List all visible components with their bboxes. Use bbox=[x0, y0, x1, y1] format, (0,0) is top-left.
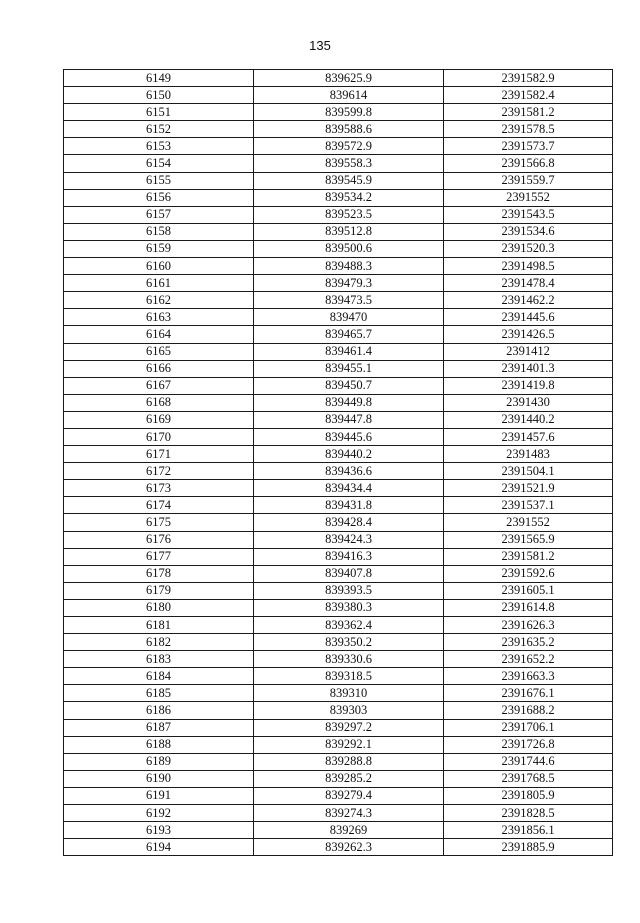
table-row bbox=[64, 839, 613, 856]
x-coordinate-cell: 839416.3 bbox=[254, 548, 444, 565]
table-row bbox=[64, 634, 613, 651]
table-row bbox=[64, 548, 613, 565]
x-coordinate-cell: 839262.3 bbox=[254, 839, 444, 856]
point-number-cell: 6183 bbox=[64, 651, 254, 668]
table-row bbox=[64, 822, 613, 839]
table-row bbox=[64, 87, 613, 104]
point-number-cell: 6191 bbox=[64, 787, 254, 804]
x-coordinate-cell: 839599.8 bbox=[254, 104, 444, 121]
table-row bbox=[64, 428, 613, 445]
table-row bbox=[64, 326, 613, 343]
table-row bbox=[64, 343, 613, 360]
point-number-cell: 6158 bbox=[64, 223, 254, 240]
x-coordinate-cell: 839455.1 bbox=[254, 360, 444, 377]
point-number-cell: 6189 bbox=[64, 753, 254, 770]
point-number-cell: 6179 bbox=[64, 582, 254, 599]
point-number-cell: 6152 bbox=[64, 121, 254, 138]
y-coordinate-cell: 2391768.5 bbox=[444, 770, 613, 787]
point-number-cell: 6173 bbox=[64, 480, 254, 497]
y-coordinate-cell: 2391856.1 bbox=[444, 822, 613, 839]
x-coordinate-cell: 839350.2 bbox=[254, 634, 444, 651]
point-number-cell: 6151 bbox=[64, 104, 254, 121]
y-coordinate-cell: 2391726.8 bbox=[444, 736, 613, 753]
x-coordinate-cell: 839440.2 bbox=[254, 446, 444, 463]
x-coordinate-cell: 839450.7 bbox=[254, 377, 444, 394]
y-coordinate-cell: 2391498.5 bbox=[444, 258, 613, 275]
point-number-cell: 6161 bbox=[64, 275, 254, 292]
x-coordinate-cell: 839310 bbox=[254, 685, 444, 702]
table-row bbox=[64, 446, 613, 463]
x-coordinate-cell: 839274.3 bbox=[254, 805, 444, 822]
y-coordinate-cell: 2391581.2 bbox=[444, 548, 613, 565]
y-coordinate-cell: 2391676.1 bbox=[444, 685, 613, 702]
x-coordinate-cell: 839330.6 bbox=[254, 651, 444, 668]
table-row bbox=[64, 70, 613, 87]
table-row bbox=[64, 155, 613, 172]
y-coordinate-cell: 2391504.1 bbox=[444, 463, 613, 480]
point-number-cell: 6156 bbox=[64, 189, 254, 206]
table-row bbox=[64, 189, 613, 206]
x-coordinate-cell: 839428.4 bbox=[254, 514, 444, 531]
table-row bbox=[64, 138, 613, 155]
point-number-cell: 6178 bbox=[64, 565, 254, 582]
y-coordinate-cell: 2391652.2 bbox=[444, 651, 613, 668]
y-coordinate-cell: 2391626.3 bbox=[444, 617, 613, 634]
table-row bbox=[64, 753, 613, 770]
y-coordinate-cell: 2391559.7 bbox=[444, 172, 613, 189]
y-coordinate-cell: 2391401.3 bbox=[444, 360, 613, 377]
y-coordinate-cell: 2391478.4 bbox=[444, 275, 613, 292]
table-row bbox=[64, 582, 613, 599]
x-coordinate-cell: 839461.4 bbox=[254, 343, 444, 360]
x-coordinate-cell: 839303 bbox=[254, 702, 444, 719]
x-coordinate-cell: 839512.8 bbox=[254, 223, 444, 240]
x-coordinate-cell: 839393.5 bbox=[254, 582, 444, 599]
y-coordinate-cell: 2391663.3 bbox=[444, 668, 613, 685]
table-row bbox=[64, 309, 613, 326]
point-number-cell: 6163 bbox=[64, 309, 254, 326]
x-coordinate-cell: 839449.8 bbox=[254, 394, 444, 411]
point-number-cell: 6155 bbox=[64, 172, 254, 189]
y-coordinate-cell: 2391614.8 bbox=[444, 599, 613, 616]
x-coordinate-cell: 839488.3 bbox=[254, 258, 444, 275]
y-coordinate-cell: 2391573.7 bbox=[444, 138, 613, 155]
table-row bbox=[64, 651, 613, 668]
y-coordinate-cell: 2391828.5 bbox=[444, 805, 613, 822]
point-number-cell: 6172 bbox=[64, 463, 254, 480]
y-coordinate-cell: 2391565.9 bbox=[444, 531, 613, 548]
y-coordinate-cell: 2391552 bbox=[444, 514, 613, 531]
y-coordinate-cell: 2391744.6 bbox=[444, 753, 613, 770]
table-row bbox=[64, 599, 613, 616]
table-row bbox=[64, 531, 613, 548]
coordinate-table-body bbox=[64, 70, 613, 856]
y-coordinate-cell: 2391581.2 bbox=[444, 104, 613, 121]
y-coordinate-cell: 2391582.4 bbox=[444, 87, 613, 104]
point-number-cell: 6169 bbox=[64, 411, 254, 428]
point-number-cell: 6188 bbox=[64, 736, 254, 753]
y-coordinate-cell: 2391412 bbox=[444, 343, 613, 360]
table-row bbox=[64, 377, 613, 394]
y-coordinate-cell: 2391885.9 bbox=[444, 839, 613, 856]
point-number-cell: 6166 bbox=[64, 360, 254, 377]
x-coordinate-cell: 839431.8 bbox=[254, 497, 444, 514]
x-coordinate-cell: 839500.6 bbox=[254, 240, 444, 257]
point-number-cell: 6171 bbox=[64, 446, 254, 463]
point-number-cell: 6176 bbox=[64, 531, 254, 548]
table-row bbox=[64, 497, 613, 514]
point-number-cell: 6187 bbox=[64, 719, 254, 736]
y-coordinate-cell: 2391635.2 bbox=[444, 634, 613, 651]
y-coordinate-cell: 2391520.3 bbox=[444, 240, 613, 257]
y-coordinate-cell: 2391521.9 bbox=[444, 480, 613, 497]
point-number-cell: 6157 bbox=[64, 206, 254, 223]
point-number-cell: 6184 bbox=[64, 668, 254, 685]
point-number-cell: 6160 bbox=[64, 258, 254, 275]
point-number-cell: 6159 bbox=[64, 240, 254, 257]
table-row bbox=[64, 685, 613, 702]
y-coordinate-cell: 2391578.5 bbox=[444, 121, 613, 138]
point-number-cell: 6150 bbox=[64, 87, 254, 104]
point-number-cell: 6190 bbox=[64, 770, 254, 787]
point-number-cell: 6177 bbox=[64, 548, 254, 565]
point-number-cell: 6164 bbox=[64, 326, 254, 343]
y-coordinate-cell: 2391805.9 bbox=[444, 787, 613, 804]
point-number-cell: 6154 bbox=[64, 155, 254, 172]
x-coordinate-cell: 839292.1 bbox=[254, 736, 444, 753]
y-coordinate-cell: 2391592.6 bbox=[444, 565, 613, 582]
table-row bbox=[64, 411, 613, 428]
table-row bbox=[64, 275, 613, 292]
x-coordinate-cell: 839588.6 bbox=[254, 121, 444, 138]
table-row bbox=[64, 565, 613, 582]
page-number: 135 bbox=[309, 38, 331, 53]
x-coordinate-cell: 839424.3 bbox=[254, 531, 444, 548]
point-number-cell: 6192 bbox=[64, 805, 254, 822]
table-row bbox=[64, 258, 613, 275]
x-coordinate-cell: 839470 bbox=[254, 309, 444, 326]
point-number-cell: 6174 bbox=[64, 497, 254, 514]
y-coordinate-cell: 2391462.2 bbox=[444, 292, 613, 309]
x-coordinate-cell: 839558.3 bbox=[254, 155, 444, 172]
point-number-cell: 6186 bbox=[64, 702, 254, 719]
x-coordinate-cell: 839436.6 bbox=[254, 463, 444, 480]
x-coordinate-cell: 839625.9 bbox=[254, 70, 444, 87]
table-row bbox=[64, 480, 613, 497]
table-row bbox=[64, 770, 613, 787]
table-row bbox=[64, 360, 613, 377]
table-row bbox=[64, 805, 613, 822]
y-coordinate-cell: 2391688.2 bbox=[444, 702, 613, 719]
x-coordinate-cell: 839545.9 bbox=[254, 172, 444, 189]
y-coordinate-cell: 2391537.1 bbox=[444, 497, 613, 514]
x-coordinate-cell: 839434.4 bbox=[254, 480, 444, 497]
x-coordinate-cell: 839479.3 bbox=[254, 275, 444, 292]
table-row bbox=[64, 514, 613, 531]
table-row bbox=[64, 617, 613, 634]
point-number-cell: 6180 bbox=[64, 599, 254, 616]
point-number-cell: 6193 bbox=[64, 822, 254, 839]
table-row bbox=[64, 240, 613, 257]
x-coordinate-cell: 839380.3 bbox=[254, 599, 444, 616]
y-coordinate-cell: 2391543.5 bbox=[444, 206, 613, 223]
y-coordinate-cell: 2391430 bbox=[444, 394, 613, 411]
x-coordinate-cell: 839285.2 bbox=[254, 770, 444, 787]
x-coordinate-cell: 839269 bbox=[254, 822, 444, 839]
x-coordinate-cell: 839614 bbox=[254, 87, 444, 104]
x-coordinate-cell: 839279.4 bbox=[254, 787, 444, 804]
point-number-cell: 6153 bbox=[64, 138, 254, 155]
x-coordinate-cell: 839465.7 bbox=[254, 326, 444, 343]
table-row bbox=[64, 104, 613, 121]
point-number-cell: 6170 bbox=[64, 428, 254, 445]
point-number-cell: 6165 bbox=[64, 343, 254, 360]
table-row bbox=[64, 668, 613, 685]
point-number-cell: 6167 bbox=[64, 377, 254, 394]
table-row bbox=[64, 292, 613, 309]
y-coordinate-cell: 2391582.9 bbox=[444, 70, 613, 87]
point-number-cell: 6162 bbox=[64, 292, 254, 309]
y-coordinate-cell: 2391706.1 bbox=[444, 719, 613, 736]
x-coordinate-cell: 839534.2 bbox=[254, 189, 444, 206]
x-coordinate-cell: 839447.8 bbox=[254, 411, 444, 428]
y-coordinate-cell: 2391534.6 bbox=[444, 223, 613, 240]
table-row bbox=[64, 394, 613, 411]
x-coordinate-cell: 839288.8 bbox=[254, 753, 444, 770]
x-coordinate-cell: 839572.9 bbox=[254, 138, 444, 155]
x-coordinate-cell: 839318.5 bbox=[254, 668, 444, 685]
table-row bbox=[64, 719, 613, 736]
table-row bbox=[64, 702, 613, 719]
table-row bbox=[64, 463, 613, 480]
y-coordinate-cell: 2391445.6 bbox=[444, 309, 613, 326]
point-number-cell: 6175 bbox=[64, 514, 254, 531]
x-coordinate-cell: 839523.5 bbox=[254, 206, 444, 223]
table-row bbox=[64, 787, 613, 804]
y-coordinate-cell: 2391440.2 bbox=[444, 411, 613, 428]
table-row bbox=[64, 172, 613, 189]
y-coordinate-cell: 2391426.5 bbox=[444, 326, 613, 343]
x-coordinate-cell: 839407.8 bbox=[254, 565, 444, 582]
point-number-cell: 6185 bbox=[64, 685, 254, 702]
table-row bbox=[64, 206, 613, 223]
x-coordinate-cell: 839473.5 bbox=[254, 292, 444, 309]
coordinate-table bbox=[63, 69, 613, 856]
x-coordinate-cell: 839362.4 bbox=[254, 617, 444, 634]
y-coordinate-cell: 2391605.1 bbox=[444, 582, 613, 599]
point-number-cell: 6181 bbox=[64, 617, 254, 634]
table-row bbox=[64, 121, 613, 138]
table-row bbox=[64, 736, 613, 753]
point-number-cell: 6182 bbox=[64, 634, 254, 651]
point-number-cell: 6194 bbox=[64, 839, 254, 856]
x-coordinate-cell: 839297.2 bbox=[254, 719, 444, 736]
x-coordinate-cell: 839445.6 bbox=[254, 428, 444, 445]
y-coordinate-cell: 2391457.6 bbox=[444, 428, 613, 445]
y-coordinate-cell: 2391483 bbox=[444, 446, 613, 463]
y-coordinate-cell: 2391566.8 bbox=[444, 155, 613, 172]
y-coordinate-cell: 2391419.8 bbox=[444, 377, 613, 394]
table-row bbox=[64, 223, 613, 240]
point-number-cell: 6168 bbox=[64, 394, 254, 411]
y-coordinate-cell: 2391552 bbox=[444, 189, 613, 206]
point-number-cell: 6149 bbox=[64, 70, 254, 87]
